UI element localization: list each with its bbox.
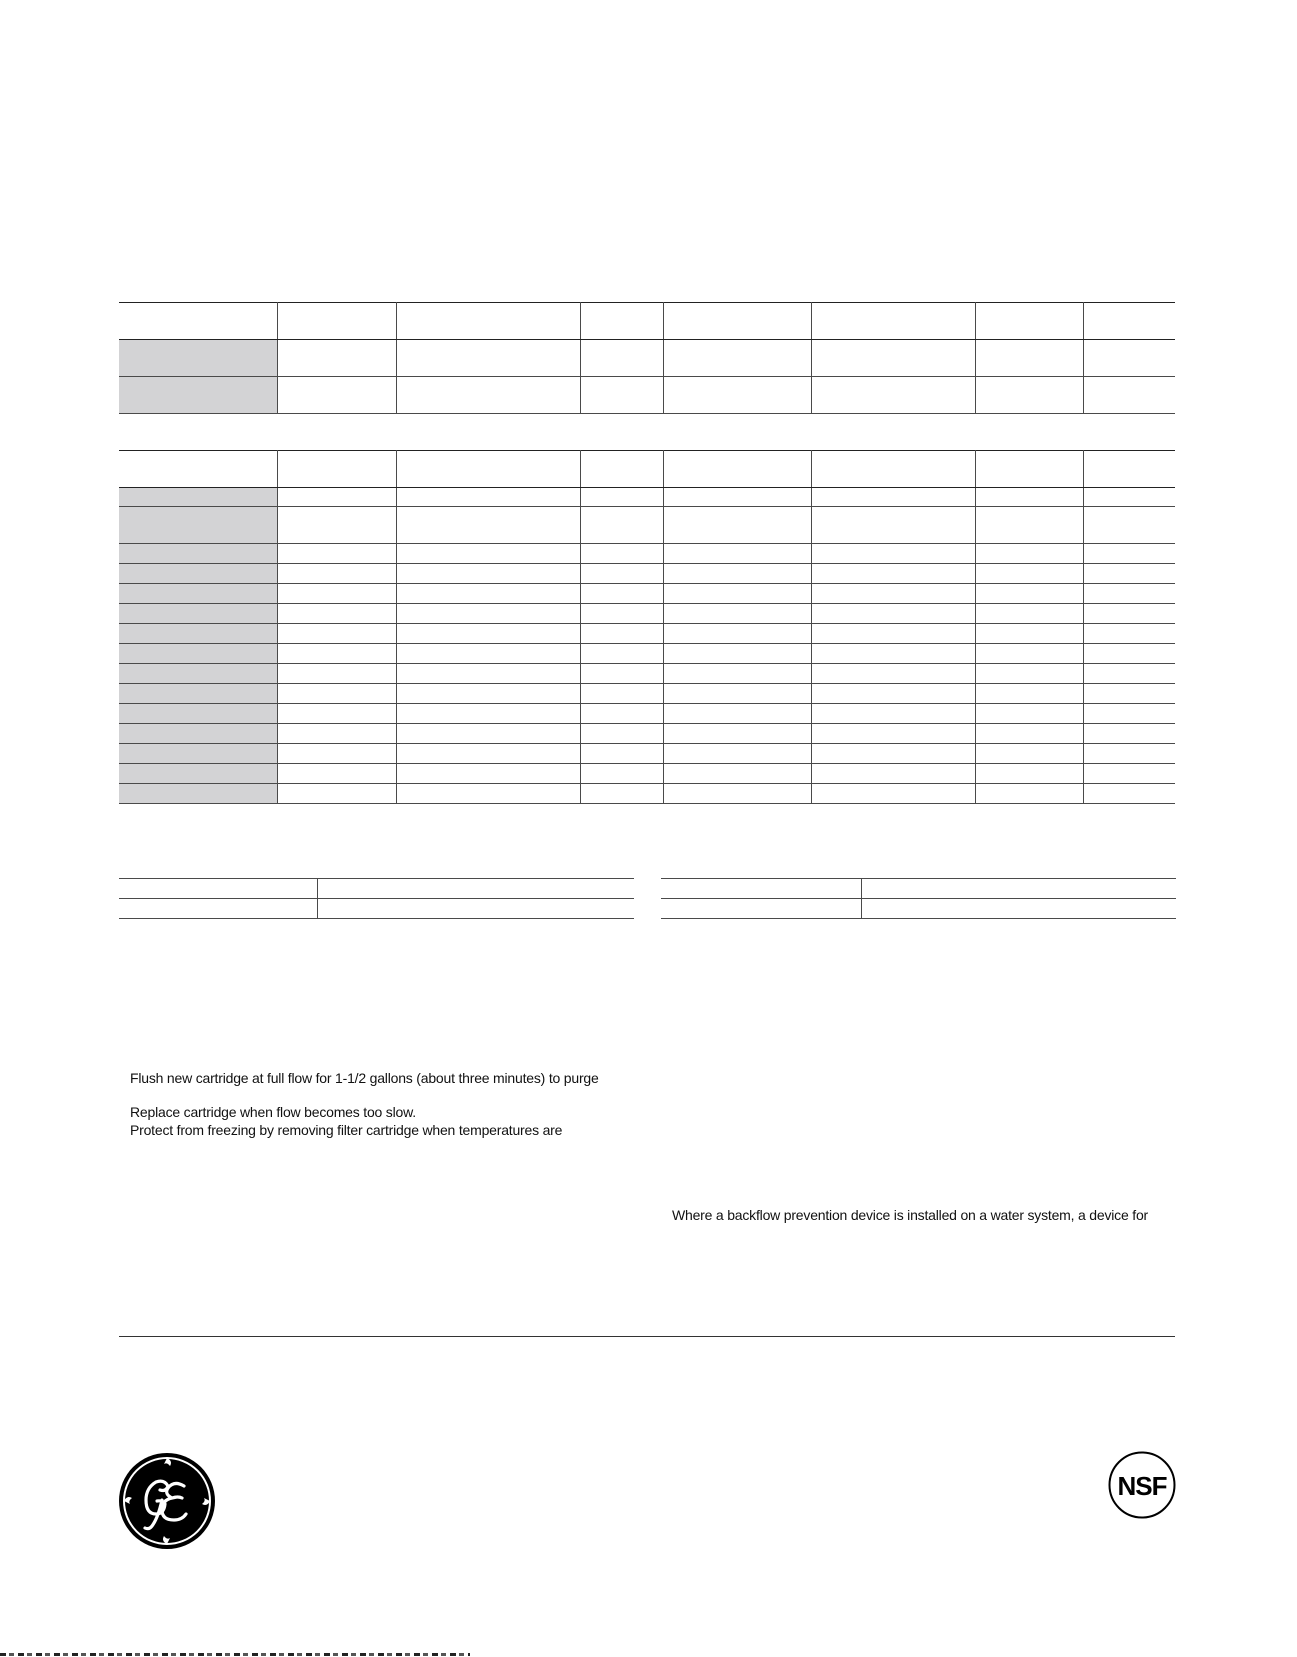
table-header-row [119, 303, 1175, 340]
table-row [119, 544, 1175, 564]
table-row [119, 744, 1175, 764]
backflow-note: Where a backflow prevention device is installed on a water system, a device for [672, 1207, 1148, 1223]
table-row [119, 684, 1175, 704]
table-row [661, 899, 1176, 919]
bottom-edge-artifact [0, 1653, 470, 1656]
nsf-logo [1108, 1451, 1176, 1519]
table-row [119, 764, 1175, 784]
table-row [119, 507, 1175, 544]
replace-instruction: Replace cartridge when flow becomes too slow. [130, 1104, 416, 1120]
small-table-right [661, 878, 1176, 919]
table-row [119, 377, 1175, 414]
table-row [119, 624, 1175, 644]
table-row [119, 879, 634, 899]
table-row [119, 704, 1175, 724]
table-row [119, 899, 634, 919]
table-row [119, 644, 1175, 664]
table-row [119, 584, 1175, 604]
footer-divider [119, 1336, 1175, 1337]
ge-logo [118, 1452, 216, 1550]
protect-instruction: Protect from freezing by removing filter cartridge when temperatures are [130, 1122, 563, 1138]
nsf-logo-text: NSF [1117, 1471, 1167, 1501]
flush-instruction: Flush new cartridge at full flow for 1-1/2 gallons (about three minutes) to purge [130, 1070, 599, 1086]
table-row [119, 488, 1175, 507]
table-row [119, 724, 1175, 744]
table-row [119, 564, 1175, 584]
spec-table-main [119, 450, 1175, 804]
table-row [661, 879, 1176, 899]
table-row [119, 664, 1175, 684]
spec-table-top [119, 302, 1175, 414]
table-row [119, 784, 1175, 804]
small-table-left [119, 878, 634, 919]
table-header-row [119, 451, 1175, 488]
table-row [119, 340, 1175, 377]
table-row [119, 604, 1175, 624]
